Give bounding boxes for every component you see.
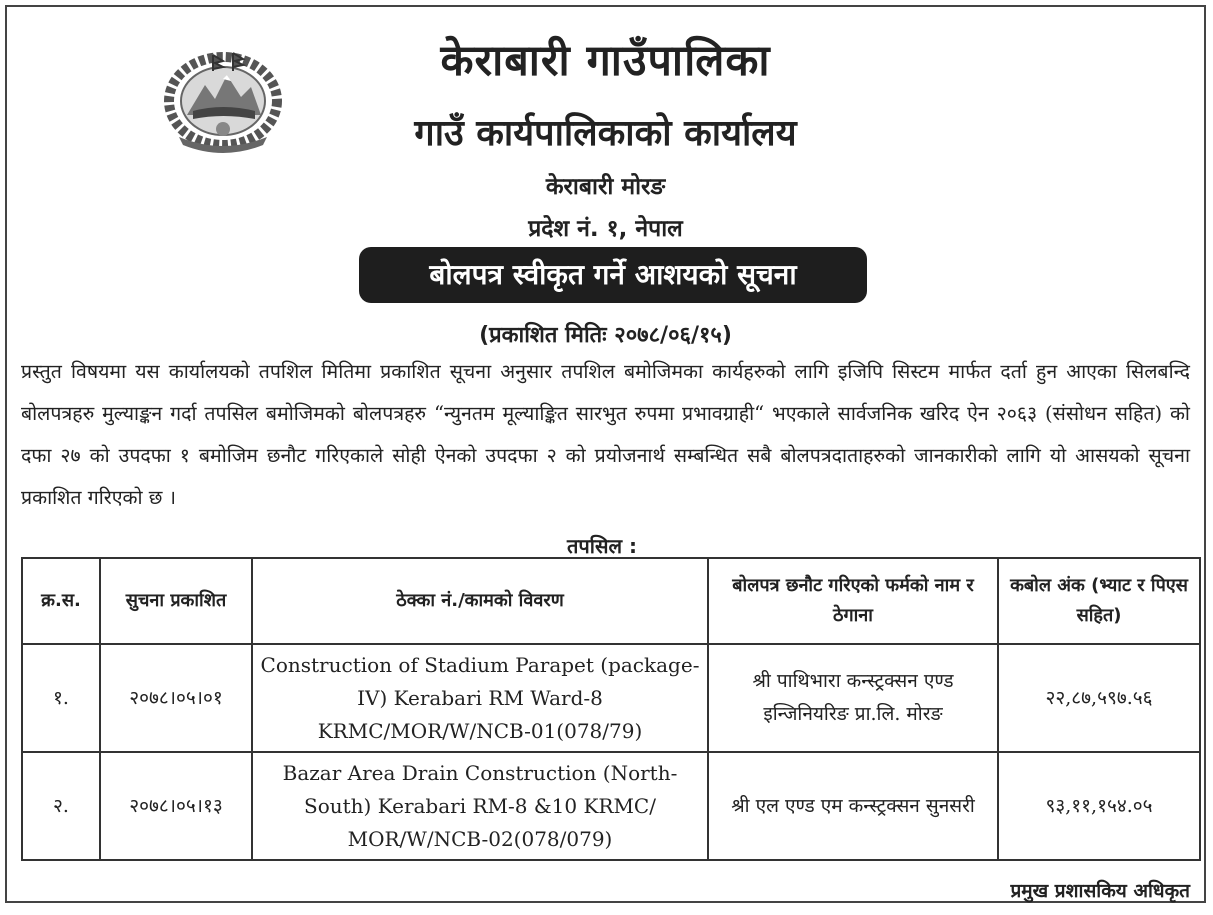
header-notice-published: सुचना प्रकाशित — [100, 558, 252, 644]
table-header-row — [22, 558, 1200, 644]
row-amount: २२,८७,५९७.५६ — [998, 644, 1200, 752]
header-contract: ठेक्का नं./कामको विवरण — [252, 558, 708, 644]
row-amount: ९३,११,१५४.०५ — [998, 752, 1200, 860]
office-name: गाउँ कार्यपालिकाको कार्यालय — [414, 113, 797, 154]
notice-body: प्रस्तुत विषयमा यस कार्यालयको तपशिल मितिमा प्रकाशित सूचना अनुसार तपशिल बमोजिमका कार्यहरुको लागि इजिपि सिस्टम मार्फत दर्ता हुन आएका सिलबन्दि बोलपत्रहरु मुल्याङ्कन गर्दा तपसिल बमोजिमको बोलपत्रहरु “न्युनतम मूल्याङ्कित सारभुत रुपमा प्रभावग्राही“ भएकाले सार्वजनिक खरिद ऐन २०६३ (संसोधन सहित) को दफा २७ को उपदफा १ बमोजिम छनौट गरिएकाले सोही ऐनको उपदफा २ को प्रयोजनार्थ सम्बन्धित सबै बोलपत्रदाताहरुको जानकारीको लागि यो आसयको सूचना प्रकाशित गरिएको छ । — [21, 360, 1190, 509]
signature-title: प्रमुख प्रशासकिय अधिकृत — [1010, 880, 1190, 902]
tender-table — [21, 557, 1201, 861]
province-line: प्रदेश नं. १, नेपाल — [528, 216, 683, 242]
row-date: २०७८।०५।०१ — [100, 644, 252, 752]
header-firm: बोलपत्र छनौट गरिएको फर्मको नाम र ठेगाना — [708, 558, 998, 644]
row-firm: श्री एल एण्ड एम कन्स्ट्रक्सन सुनसरी — [708, 752, 998, 860]
table-row — [22, 644, 1200, 752]
row-contract: Bazar Area Drain Construction (North-South) Kerabari RM-8 &10 KRMC/ MOR/W/NCB-02(078/079) — [252, 752, 708, 860]
municipality-name: केराबारी गाउँपालिका — [440, 36, 771, 86]
schedule-label: तपसिल : — [567, 534, 637, 558]
published-date: (प्रकाशित मितिः २०७८/०६/१५) — [479, 323, 732, 348]
header-amount: कबोल अंक (भ्याट र पिएस सहित) — [998, 558, 1200, 644]
row-date: २०७८।०५।१३ — [100, 752, 252, 860]
notice-title: बोलपत्र स्वीकृत गर्ने आशयको सूचना — [359, 247, 867, 303]
notice-page — [5, 5, 1206, 903]
office-location: केराबारी मोरङ — [545, 174, 666, 200]
row-sn: २. — [22, 752, 100, 860]
row-firm: श्री पाथिभारा कन्स्ट्रक्सन एण्ड इन्जिनियरिङ प्रा.लि. मोरङ — [708, 644, 998, 752]
table-row — [22, 752, 1200, 860]
header-sn: क्र.स. — [22, 558, 100, 644]
row-contract: Construction of Stadium Parapet (package-IV) Kerabari RM Ward-8 KRMC/MOR/W/NCB-01(078/79) — [252, 644, 708, 752]
row-sn: १. — [22, 644, 100, 752]
